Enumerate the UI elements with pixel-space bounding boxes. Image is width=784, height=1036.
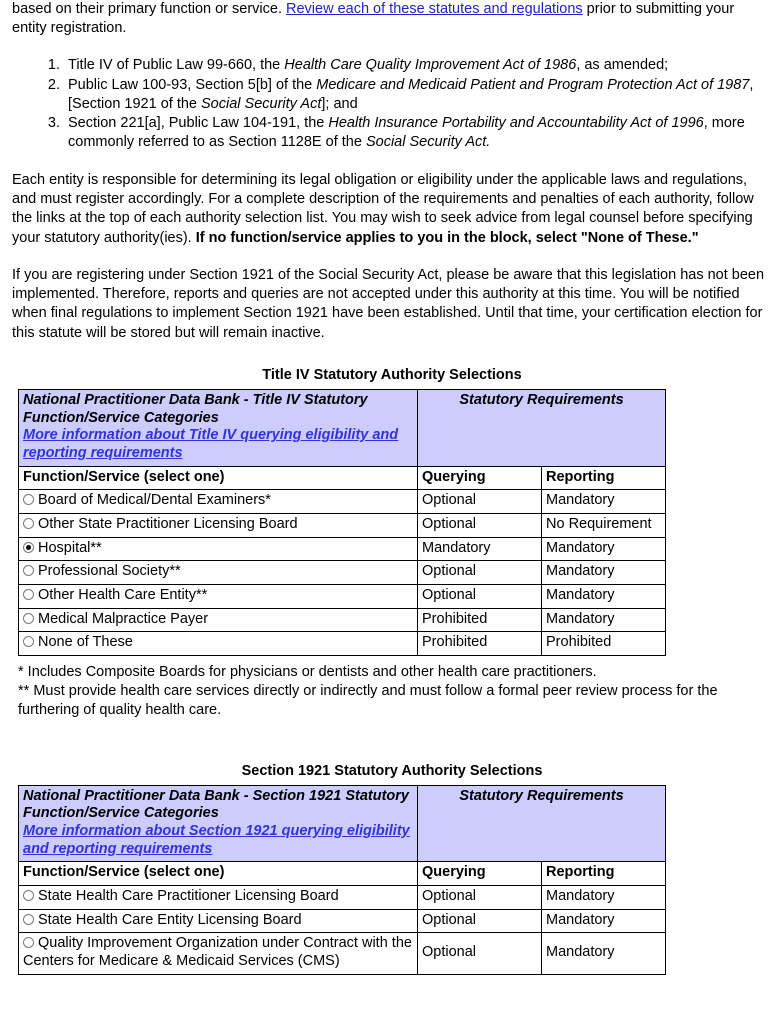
statute-3-title2: Social Security Act. bbox=[365, 134, 491, 151]
title-iv-querying-value: Optional bbox=[418, 585, 542, 609]
section-1921-reporting-value: Mandatory bbox=[542, 909, 666, 933]
section-1921-more-info-link[interactable]: More information about Section 1921 querying eligibility and reporting requirements bbox=[23, 822, 410, 857]
section-1921-option-label[interactable]: State Health Care Practitioner Licensing Board bbox=[38, 887, 339, 904]
title-iv-option-label[interactable]: Medical Malpractice Payer bbox=[38, 610, 209, 627]
intro-paragraph bbox=[12, 0, 772, 38]
title-iv-option-cell[interactable] bbox=[19, 561, 418, 585]
table-column-head-row bbox=[19, 862, 666, 886]
radio-hospital[interactable] bbox=[23, 542, 34, 553]
title-iv-reporting-value: No Requirement bbox=[542, 514, 666, 538]
section-1921-querying-value: Optional bbox=[418, 885, 542, 909]
section-1921-reporting-value: Mandatory bbox=[542, 933, 666, 974]
title-iv-reporting-value: Mandatory bbox=[542, 561, 666, 585]
section-1921-category-header bbox=[19, 785, 418, 862]
title-iv-reporting-value: Mandatory bbox=[542, 585, 666, 609]
radio-state-health-care-practitioner-licensing-board[interactable] bbox=[23, 890, 34, 901]
title-iv-option-label[interactable]: Board of Medical/Dental Examiners* bbox=[38, 492, 271, 509]
intro-text-after-link: prior to submitting your entity registration. bbox=[12, 1, 735, 37]
section-1921-option-cell[interactable] bbox=[19, 933, 418, 974]
table-row bbox=[19, 885, 666, 909]
title-iv-option-label[interactable]: Professional Society** bbox=[38, 563, 181, 580]
table-row bbox=[19, 561, 666, 585]
title-iv-option-cell[interactable] bbox=[19, 585, 418, 609]
section-1921-table-caption: Section 1921 Statutory Authority Selections bbox=[241, 762, 543, 779]
title-iv-option-cell[interactable] bbox=[19, 514, 418, 538]
section-1921-option-label[interactable]: State Health Care Entity Licensing Board bbox=[38, 911, 302, 928]
section-1921-col-querying: Querying bbox=[418, 862, 542, 886]
statute-2-title2: Social Security Act bbox=[201, 95, 322, 112]
title-iv-querying-value: Prohibited bbox=[418, 608, 542, 632]
table-row bbox=[19, 490, 666, 514]
statute-1-title: Health Care Quality Improvement Act of 1986 bbox=[284, 57, 577, 74]
table-row bbox=[19, 514, 666, 538]
title-iv-option-cell[interactable] bbox=[19, 490, 418, 514]
title-iv-col-querying: Querying bbox=[418, 466, 542, 490]
statute-2-post2: ]; and bbox=[321, 95, 358, 112]
radio-none-of-these-title-iv[interactable] bbox=[23, 636, 34, 647]
title-iv-category-header bbox=[19, 389, 418, 466]
title-iv-more-info-link[interactable]: More information about Title IV querying eligibility and reporting requirements bbox=[23, 427, 399, 461]
section-1921-querying-value: Optional bbox=[418, 933, 542, 974]
title-iv-option-label[interactable]: Hospital** bbox=[38, 539, 102, 556]
title-iv-reporting-value: Mandatory bbox=[542, 490, 666, 514]
statute-2-pre: Public Law 100-93, Section 5[b] of the bbox=[68, 76, 317, 93]
section-1921-reporting-value: Mandatory bbox=[542, 885, 666, 909]
statute-1-post: , as amended; bbox=[576, 57, 669, 74]
title-iv-requirements-header: Statutory Requirements bbox=[418, 389, 666, 466]
none-of-these-instruction: If no function/service applies to you in the block, select "None of These." bbox=[195, 229, 699, 246]
table-row bbox=[19, 585, 666, 609]
title-iv-category-header-text: National Practitioner Data Bank - Title IV Statutory Function/Service Categories bbox=[23, 391, 368, 426]
radio-other-state-practitioner-licensing-board[interactable] bbox=[23, 518, 34, 529]
section-1921-selection-table bbox=[18, 785, 666, 975]
section-1921-option-label[interactable]: Quality Improvement Organization under Contract with the Centers for Medicare & Medicaid Services (CMS) bbox=[23, 935, 412, 970]
title-iv-table-caption: Title IV Statutory Authority Selections bbox=[262, 366, 522, 383]
section-1921-category-header-text: National Practitioner Data Bank - Section 1921 Statutory Function/Service Categories bbox=[23, 787, 409, 822]
radio-board-of-medical-dental-examiners[interactable] bbox=[23, 494, 34, 505]
radio-professional-society[interactable] bbox=[23, 565, 34, 576]
table-row bbox=[19, 909, 666, 933]
title-iv-option-label[interactable]: Other State Practitioner Licensing Board bbox=[38, 516, 298, 533]
statute-1-pre: Title IV of Public Law 99-660, the bbox=[68, 57, 285, 74]
intro-text-before-link: based on their primary function or service. bbox=[12, 1, 287, 17]
section-1921-option-cell[interactable] bbox=[19, 885, 418, 909]
title-iv-querying-value: Mandatory bbox=[418, 537, 542, 561]
section-1921-col-reporting: Reporting bbox=[542, 862, 666, 886]
radio-other-health-care-entity[interactable] bbox=[23, 589, 34, 600]
title-iv-querying-value: Optional bbox=[418, 561, 542, 585]
section-1921-col-function: Function/Service (select one) bbox=[19, 862, 418, 886]
table-header-row bbox=[19, 785, 666, 862]
table-header-row bbox=[19, 389, 666, 466]
table-row bbox=[19, 933, 666, 974]
title-iv-option-cell[interactable] bbox=[19, 608, 418, 632]
title-iv-reporting-value: Mandatory bbox=[542, 608, 666, 632]
radio-state-health-care-entity-licensing-board[interactable] bbox=[23, 914, 34, 925]
statute-item-1 bbox=[64, 56, 772, 75]
review-statutes-link[interactable]: Review each of these statutes and regulations bbox=[286, 1, 583, 17]
section-1921-requirements-header: Statutory Requirements bbox=[418, 785, 666, 862]
title-iv-option-label[interactable]: None of These bbox=[38, 634, 133, 651]
statute-item-2 bbox=[64, 76, 772, 115]
title-iv-querying-value: Optional bbox=[418, 514, 542, 538]
statute-2-title: Medicare and Medicaid Patient and Program Protection Act of 1987 bbox=[316, 76, 750, 93]
title-iv-reporting-value: Prohibited bbox=[542, 632, 666, 656]
table-row bbox=[19, 608, 666, 632]
statute-3-post: , more commonly referred to as Section 1128E of the bbox=[68, 115, 745, 151]
title-iv-col-reporting: Reporting bbox=[542, 466, 666, 490]
responsibility-text: Each entity is responsible for determining its legal obligation or eligibility under the applicable laws and regulations, and must register accordingly. For a complete description of the requirements and penalties of each authority, follow the links at the top of each authority selection list. You may wish to seek advice from legal counsel before specifying your statutory authority(ies). bbox=[12, 171, 754, 246]
title-iv-reporting-value: Mandatory bbox=[542, 537, 666, 561]
statute-3-title: Health Insurance Portability and Accountability Act of 1996 bbox=[328, 115, 704, 132]
title-iv-option-cell[interactable] bbox=[19, 537, 418, 561]
section-1921-querying-value: Optional bbox=[418, 909, 542, 933]
section-1921-notice: If you are registering under Section 1921 of the Social Security Act, please be aware that this legislation has not been implemented. Therefore, reports and queries are not accepted under this authority at this time. You will be notified when final regulations to implement Section 1921 have been established. Until that time, your certification election for this statute will be stored but will remain inactive. bbox=[12, 266, 765, 341]
title-iv-col-function: Function/Service (select one) bbox=[19, 466, 418, 490]
title-iv-option-cell[interactable] bbox=[19, 632, 418, 656]
statute-2-post: , [Section 1921 of the bbox=[68, 76, 754, 112]
table-row bbox=[19, 632, 666, 656]
statute-item-3 bbox=[64, 114, 772, 153]
footnote-single-asterisk: * Includes Composite Boards for physicians or dentists and other health care practitioners. bbox=[18, 664, 597, 681]
table-column-head-row bbox=[19, 466, 666, 490]
title-iv-footnotes bbox=[18, 663, 772, 720]
section-1921-option-cell[interactable] bbox=[19, 909, 418, 933]
table-row bbox=[19, 537, 666, 561]
footnote-double-asterisk: ** Must provide health care services directly or indirectly and must follow a formal peer review process for the furthering of quality health care. bbox=[18, 683, 718, 719]
statute-3-pre: Section 221[a], Public Law 104-191, the bbox=[68, 115, 329, 132]
title-iv-selection-table bbox=[18, 389, 666, 656]
title-iv-querying-value: Prohibited bbox=[418, 632, 542, 656]
title-iv-option-label[interactable]: Other Health Care Entity** bbox=[38, 587, 208, 604]
radio-quality-improvement-organization[interactable] bbox=[23, 937, 34, 948]
title-iv-querying-value: Optional bbox=[418, 490, 542, 514]
radio-medical-malpractice-payer[interactable] bbox=[23, 613, 34, 624]
statutes-list bbox=[12, 56, 772, 152]
responsibility-paragraph bbox=[12, 171, 772, 248]
